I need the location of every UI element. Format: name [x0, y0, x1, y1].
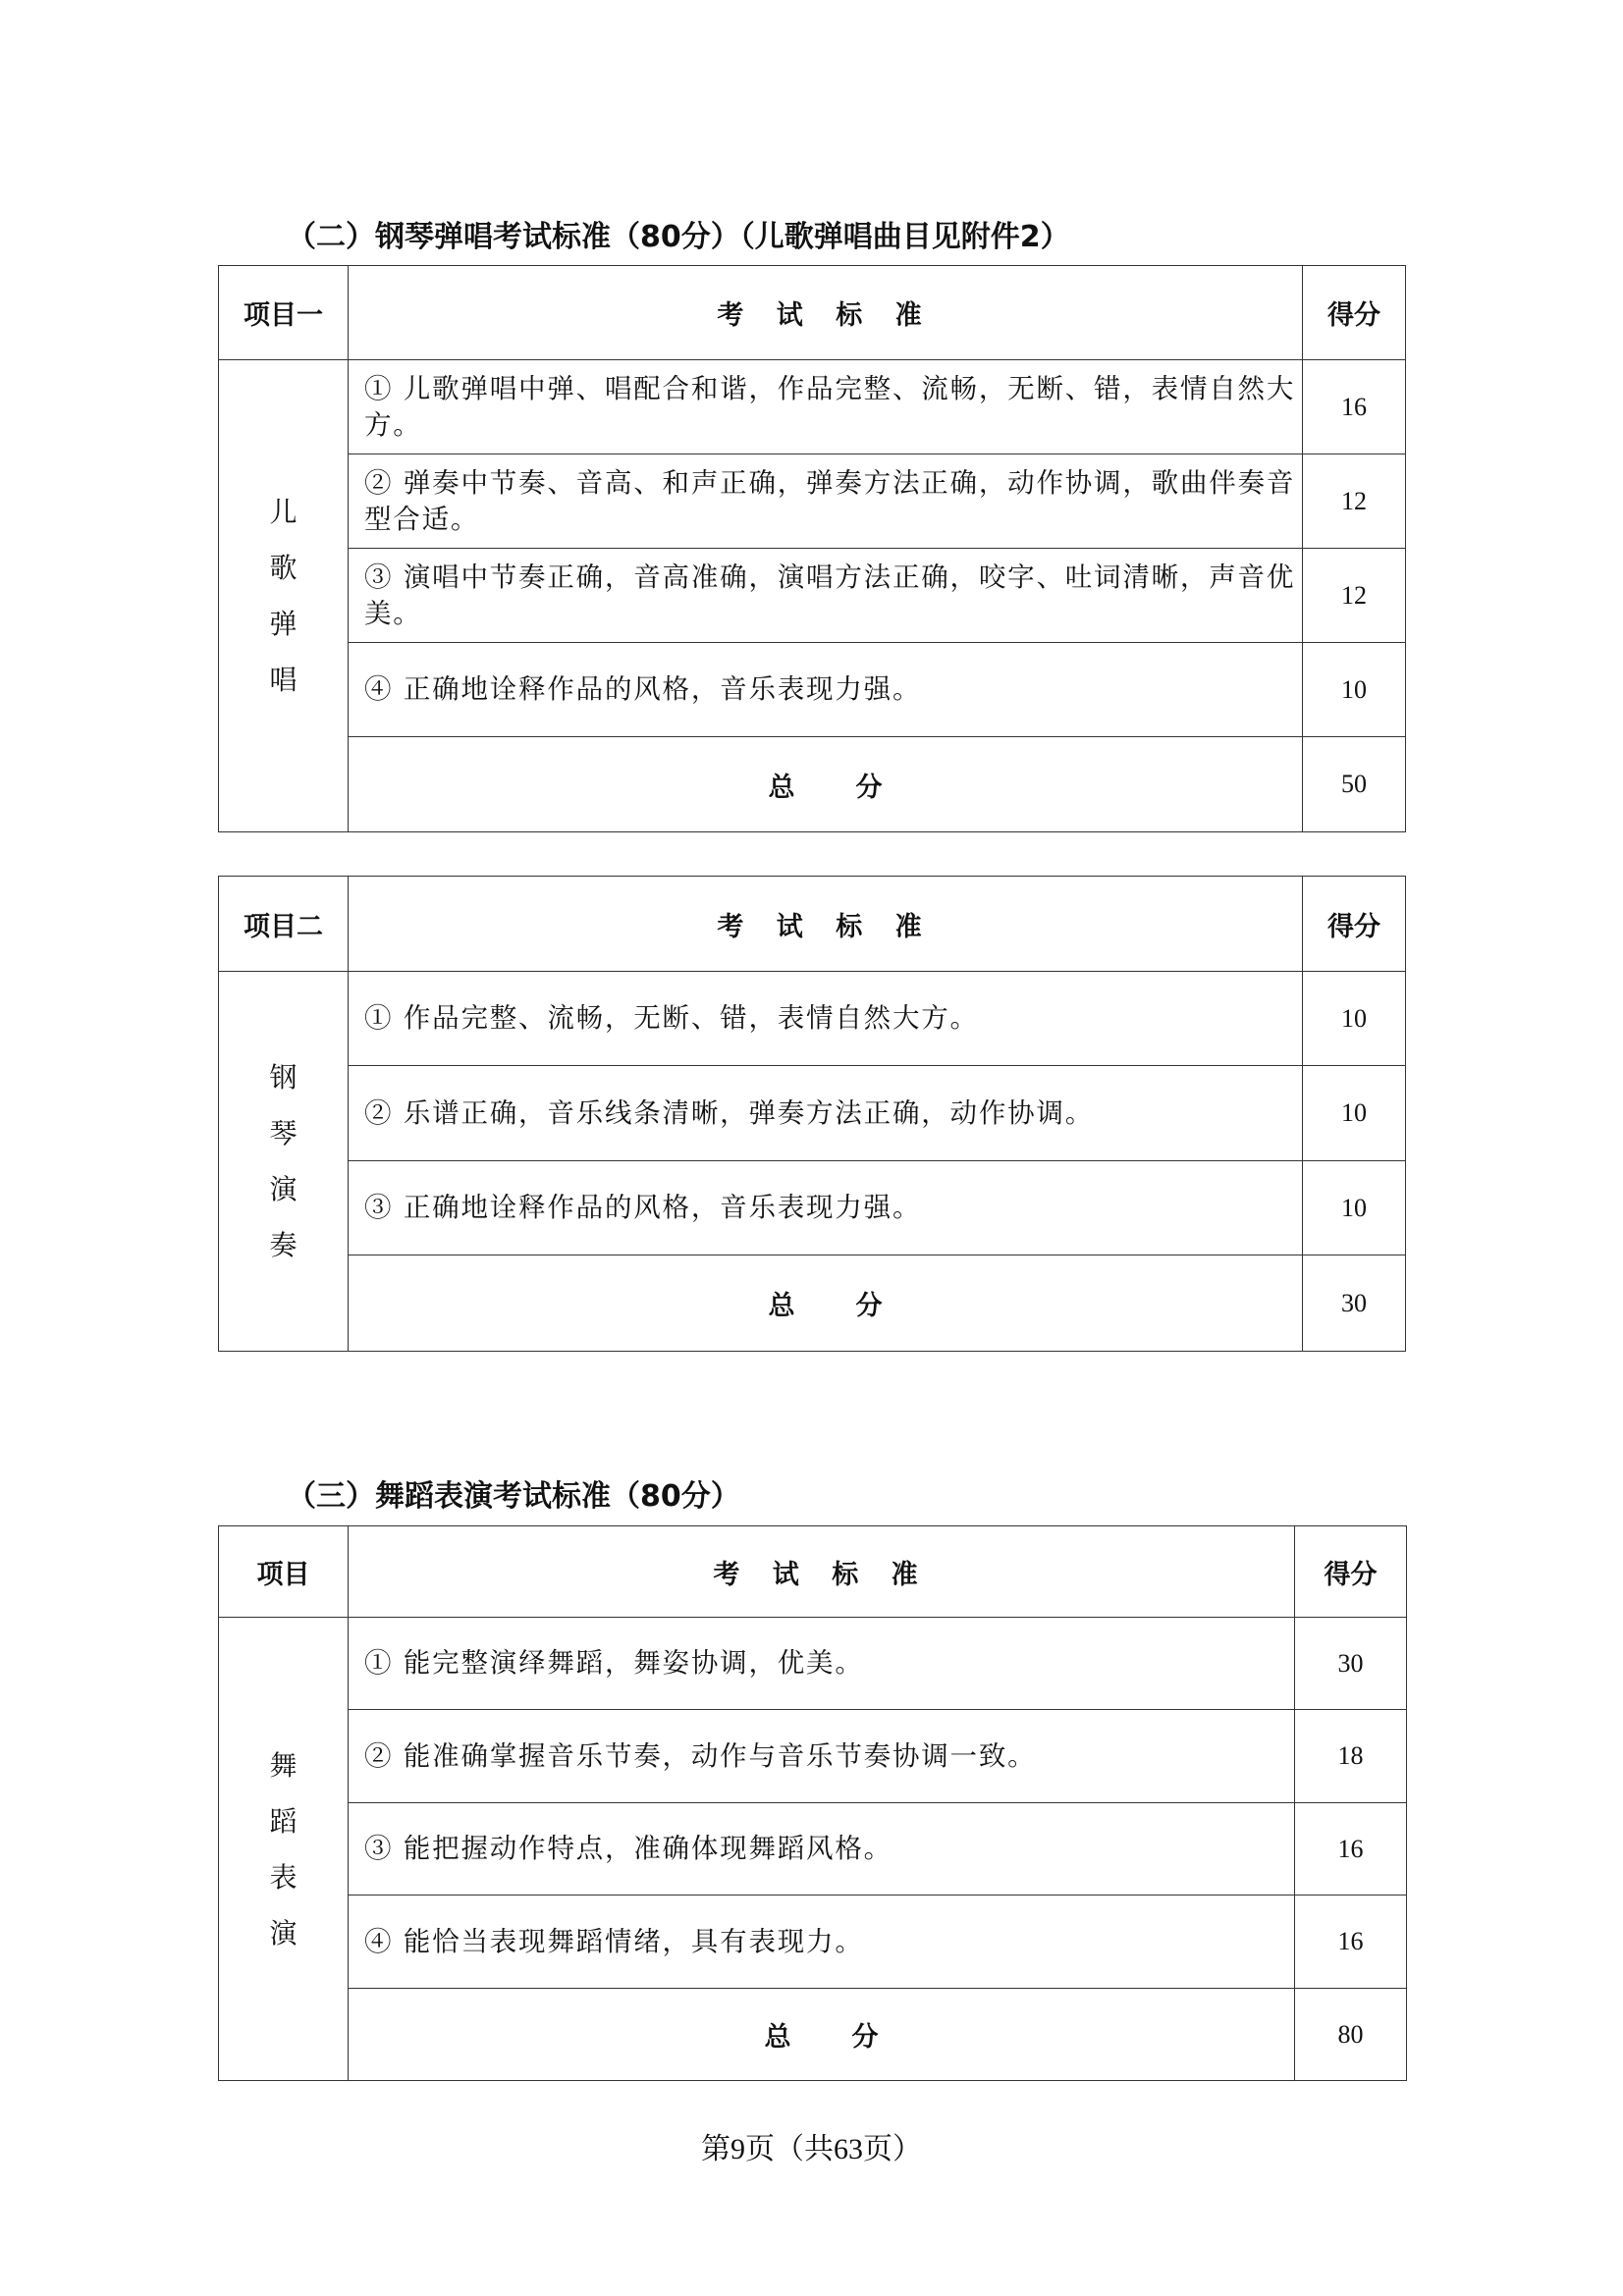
category-char: 钢 [269, 1061, 298, 1094]
category-char: 蹈 [269, 1804, 298, 1838]
section-title-dance: （三）舞蹈表演考试标准（80分） [287, 1479, 740, 1514]
table-row [219, 1161, 1406, 1255]
criterion-text: ② 乐谱正确，音乐线条清晰，弹奏方法正确，动作协调。 [349, 1066, 1303, 1161]
category-char: 奏 [269, 1229, 298, 1261]
total-label: 总 分 [349, 1989, 1295, 2081]
category-char: 演 [269, 1173, 298, 1205]
total-row [219, 737, 1406, 832]
total-label: 总 分 [349, 737, 1303, 832]
category-label [219, 360, 349, 832]
total-score: 80 [1295, 1989, 1407, 2081]
category-char: 弹 [269, 608, 298, 640]
table-header-row [219, 1526, 1407, 1618]
dance-performance-table [218, 1525, 1407, 2081]
criterion-text: ③ 正确地诠释作品的风格，音乐表现力强。 [349, 1161, 1303, 1255]
criterion-score: 16 [1295, 1803, 1407, 1896]
category-char: 儿 [269, 496, 298, 528]
table-row [219, 643, 1406, 737]
criterion-text: ② 能准确掌握音乐节奏，动作与音乐节奏协调一致。 [349, 1710, 1295, 1803]
criterion-score: 10 [1303, 972, 1406, 1066]
criterion-text: ① 作品完整、流畅，无断、错，表情自然大方。 [349, 972, 1303, 1066]
criterion-score: 12 [1303, 454, 1406, 549]
category-char: 演 [269, 1916, 298, 1949]
header-item: 项目 [219, 1526, 349, 1618]
table-row [219, 1896, 1407, 1989]
header-standard: 考 试 标 准 [349, 877, 1303, 972]
category-char: 舞 [269, 1748, 298, 1782]
criterion-text: ④ 能恰当表现舞蹈情绪，具有表现力。 [349, 1896, 1295, 1989]
criterion-text: ① 儿歌弹唱中弹、唱配合和谐，作品完整、流畅，无断、错，表情自然大 方。 [349, 360, 1303, 454]
header-item: 项目二 [219, 877, 349, 972]
total-row [219, 1989, 1407, 2081]
criterion-score: 30 [1295, 1618, 1407, 1710]
category-char: 琴 [269, 1117, 298, 1149]
header-score: 得分 [1295, 1526, 1407, 1618]
table-row [219, 1618, 1407, 1710]
criterion-text: ③ 演唱中节奏正确，音高准确，演唱方法正确，咬字、吐词清晰，声音优 美。 [349, 549, 1303, 643]
criterion-score: 18 [1295, 1710, 1407, 1803]
table-header-row [219, 266, 1406, 360]
criterion-score: 10 [1303, 1161, 1406, 1255]
criterion-text: ④ 正确地诠释作品的风格，音乐表现力强。 [349, 643, 1303, 737]
criterion-score: 12 [1303, 549, 1406, 643]
table-row [219, 972, 1406, 1066]
criterion-score: 16 [1303, 360, 1406, 454]
header-score: 得分 [1303, 877, 1406, 972]
header-score: 得分 [1303, 266, 1406, 360]
table-row [219, 1710, 1407, 1803]
criterion-score: 10 [1303, 1066, 1406, 1161]
total-label: 总 分 [349, 1255, 1303, 1352]
total-score: 30 [1303, 1255, 1406, 1352]
category-label [219, 972, 349, 1352]
category-label [219, 1618, 349, 2081]
header-item: 项目一 [219, 266, 349, 360]
table-row [219, 1066, 1406, 1161]
table-header-row [219, 877, 1406, 972]
section-title-piano: （二）钢琴弹唱考试标准（80分）（儿歌弹唱曲目见附件2） [287, 220, 1070, 254]
table-row [219, 360, 1406, 454]
total-score: 50 [1303, 737, 1406, 832]
category-char: 歌 [269, 552, 298, 584]
criterion-text: ③ 能把握动作特点，准确体现舞蹈风格。 [349, 1803, 1295, 1896]
header-standard: 考 试 标 准 [349, 266, 1303, 360]
criterion-score: 16 [1295, 1896, 1407, 1989]
category-char: 唱 [269, 664, 298, 696]
piano-singing-table [218, 265, 1406, 832]
table-row [219, 454, 1406, 549]
category-char: 表 [269, 1860, 298, 1894]
page-number: 第9页（共63页） [701, 2133, 922, 2165]
criterion-text: ② 弹奏中节奏、音高、和声正确，弹奏方法正确，动作协调，歌曲伴奏音 型合适。 [349, 454, 1303, 549]
header-standard: 考 试 标 准 [349, 1526, 1295, 1618]
piano-performance-table [218, 876, 1406, 1352]
criterion-text: ① 能完整演绎舞蹈，舞姿协调，优美。 [349, 1618, 1295, 1710]
table-row [219, 549, 1406, 643]
table-row [219, 1803, 1407, 1896]
total-row [219, 1255, 1406, 1352]
criterion-score: 10 [1303, 643, 1406, 737]
